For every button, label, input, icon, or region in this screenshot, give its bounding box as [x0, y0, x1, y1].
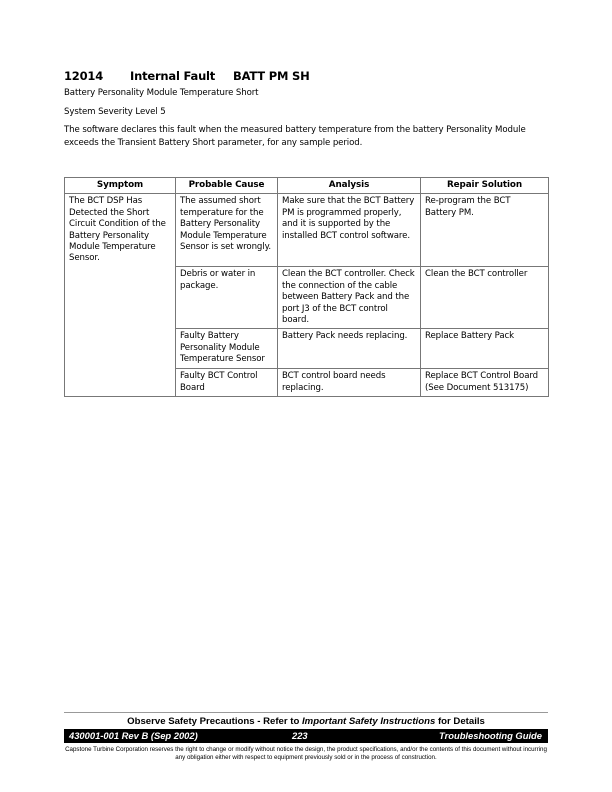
footer-bar — [64, 729, 548, 743]
solution-cell: Re-program the BCT Battery PM. — [421, 194, 549, 267]
safety-prefix: Observe Safety Precautions - Refer to — [127, 716, 303, 727]
analysis-cell: BCT control board needs replacing. — [278, 369, 421, 397]
table-row — [65, 194, 549, 267]
document-number: 430001-001 Rev B (Sep 2002) — [69, 730, 198, 741]
cause-cell: The assumed short temperature for the Battery Personality Module Temperature Sensor is set wrongly. — [176, 194, 278, 267]
footer-safety-notice — [64, 716, 548, 727]
fault-code: 12014 — [64, 69, 104, 83]
cause-cell: Faulty Battery Personality Module Temperature Sensor — [176, 329, 278, 369]
analysis-cell: Battery Pack needs replacing. — [278, 329, 421, 369]
header-analysis: Analysis — [278, 178, 421, 194]
footer-legal-notice: Capstone Turbine Corporation reserves the right to change or modify without notice the design, the product specifications, and/or the contents of this document without incurring any obligation either with respect to equipment previously sold or in the process of construction. — [65, 746, 547, 762]
guide-title: Troubleshooting Guide — [439, 730, 542, 741]
troubleshooting-table — [64, 177, 549, 397]
safety-instructions-reference: Important Safety Instructions — [302, 716, 436, 727]
header-symptom: Symptom — [65, 178, 176, 194]
fault-short-name: BATT PM SH — [233, 69, 310, 83]
solution-cell: Replace BCT Control Board (See Document 513175) — [421, 369, 549, 397]
solution-cell: Clean the BCT controller — [421, 267, 549, 329]
fault-explanation: The software declares this fault when the measured battery temperature from the battery Personality Module exceeds the Transient Battery Short parameter, for any sample period. — [64, 125, 526, 149]
table-header-row — [65, 178, 549, 194]
page-number: 223 — [292, 730, 308, 741]
fault-heading — [64, 69, 310, 83]
fault-description: Battery Personality Module Temperature Short — [64, 88, 259, 98]
header-probable-cause: Probable Cause — [176, 178, 278, 194]
analysis-cell: Clean the BCT controller. Check the connection of the cable between Battery Pack and the port J3 of the BCT control board. — [278, 267, 421, 329]
solution-cell: Replace Battery Pack — [421, 329, 549, 369]
footer-divider — [64, 712, 548, 713]
symptom-cell: The BCT DSP Has Detected the Short Circuit Condition of the Battery Personality Module Temperature Sensor. — [65, 194, 176, 397]
header-repair-solution: Repair Solution — [421, 178, 549, 194]
safety-suffix: for Details — [435, 716, 485, 727]
fault-name: Internal Fault — [130, 69, 216, 83]
fault-severity: System Severity Level 5 — [64, 107, 166, 117]
cause-cell: Faulty BCT Control Board — [176, 369, 278, 397]
analysis-cell: Make sure that the BCT Battery PM is programmed properly, and it is supported by the installed BCT control software. — [278, 194, 421, 267]
cause-cell: Debris or water in package. — [176, 267, 278, 329]
